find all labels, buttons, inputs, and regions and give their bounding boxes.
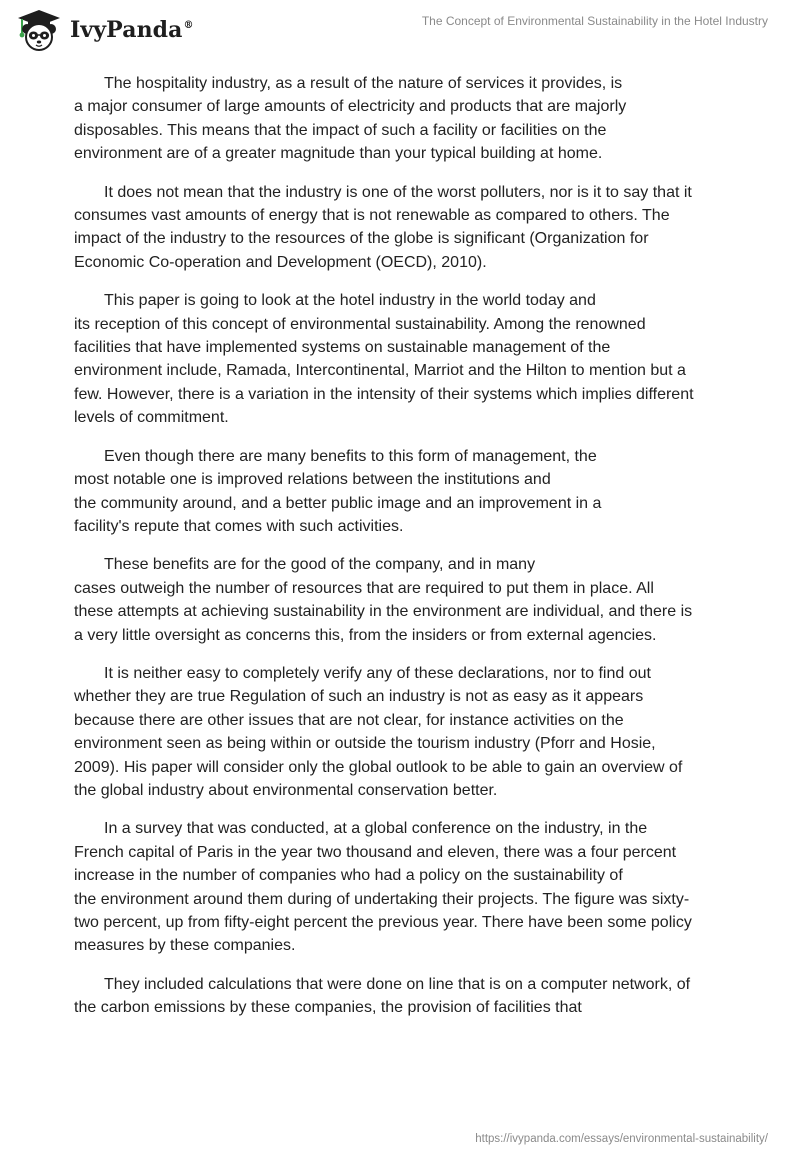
source-url[interactable]: https://ivypanda.com/essays/environmental-sustainability/ bbox=[475, 1133, 768, 1145]
trademark-symbol: ® bbox=[183, 20, 194, 31]
paragraph-8: They included calculations that were done on line that is on a computer network, of the carbon emissions by these companies, the provision of facilities that bbox=[74, 975, 691, 1017]
brand-name-text: IvyPanda bbox=[70, 17, 183, 43]
paragraph-4: Even though there are many benefits to this form of management, the most notable one is improved relations between the institutions and the community around, and a better public image and an improvement in a facility's repute that comes with such activities. bbox=[74, 447, 602, 535]
paragraph-6: It is neither easy to completely verify any of these declarations, nor to find out whether they are true Regulation of such an industry is not as easy as it appears because there are other issues that are not clear, for instance activities on the environment seen as being within or outside the tourism industry (Pforr and Hosie, 2009). His paper will consider only the global outlook to be able to gain an overview of the global industry about environmental conservation better. bbox=[74, 664, 683, 799]
paragraph-7: In a survey that was conducted, at a global conference on the industry, in the French capital of Paris in the year two thousand and eleven, there was a four percent increase in the number of companies who had a policy on the sustainability of the environment around them during of undertaking their projects. The figure was sixty- two percent, up from fifty-eight percent the previous year. There have been some policy measures by these companies. bbox=[74, 820, 692, 955]
ivypanda-logo[interactable] bbox=[14, 8, 194, 52]
brand-name bbox=[70, 17, 194, 43]
paragraph-2: It does not mean that the industry is one of the worst polluters, nor is it to say that it consumes vast amounts of energy that is not renewable as compared to others. The impact of the industry to the resources of the globe is significant (Organization for Economic Co-operation and Development (OECD), 2010). bbox=[74, 183, 692, 271]
paragraph-3: This paper is going to look at the hotel industry in the world today and its reception of this concept of environmental sustainability. Among the renowned facilities that have implemented systems on sustainable management of the environment include, Ramada, Intercontinental, Marriot and the Hilton to mention but a few. However, there is a variation in the intensity of their systems which implies different levels of commitment. bbox=[74, 292, 694, 427]
paragraph-1: The hospitality industry, as a result of the nature of services it provides, is a major consumer of large amounts of electricity and products that are majorly disposables. This means that the impact of such a facility or facilities on the environment are of a greater magnitude than your typical building at home. bbox=[74, 75, 627, 163]
document-title: The Concept of Environmental Sustainability in the Hotel Industry bbox=[421, 14, 768, 28]
page-header bbox=[0, 0, 800, 60]
paragraph-5: These benefits are for the good of the company, and in many cases outweigh the number of resources that are required to put them in place. All these attempts at achieving sustainability in the environment are individual, and there is a very little oversight as concerns this, from the insiders or from external agencies. bbox=[74, 556, 693, 644]
essay-body bbox=[74, 72, 730, 1035]
panda-graduate-icon bbox=[14, 8, 64, 52]
